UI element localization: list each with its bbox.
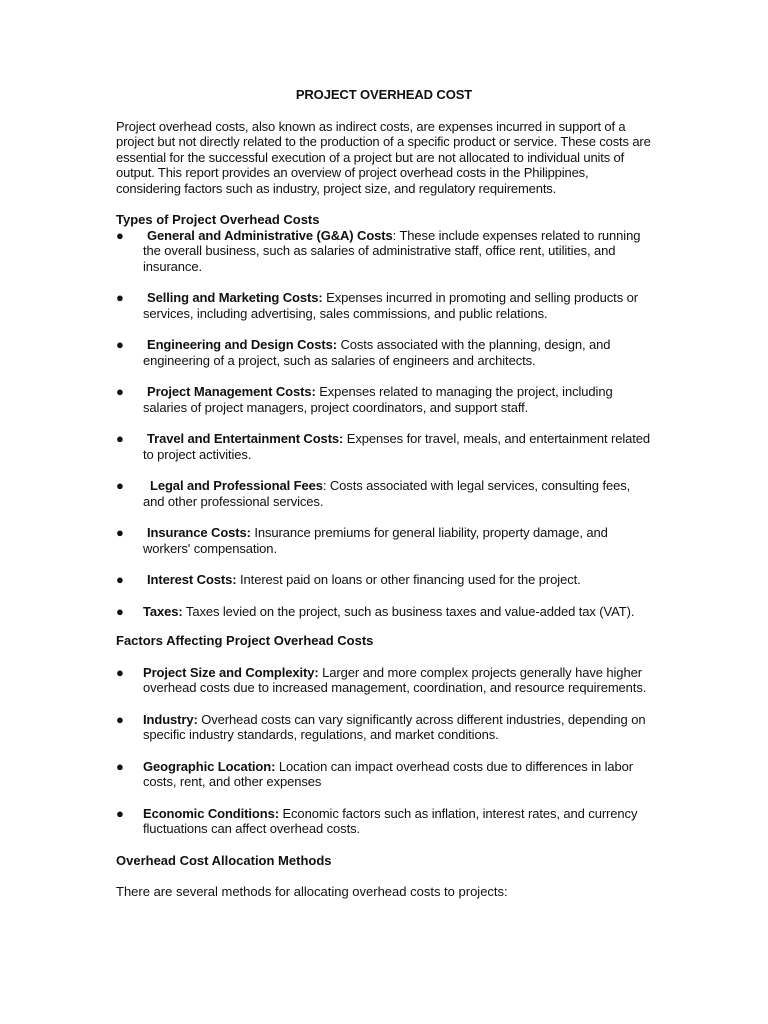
bullet-icon: ●: [116, 431, 124, 446]
list-item: [116, 665, 652, 696]
list-item: [116, 431, 652, 462]
list-item: [116, 572, 652, 588]
factors-heading: Factors Affecting Project Overhead Costs: [116, 633, 374, 648]
bullet-icon: ●: [116, 478, 124, 493]
item-description: : Costs associated with legal services, consulting fees, and other professional services.: [143, 478, 631, 509]
allocation-text: There are several methods for allocating overhead costs to projects:: [116, 884, 508, 899]
item-term: Geographic Location:: [143, 758, 276, 774]
list-item: [116, 604, 652, 620]
document-title: PROJECT OVERHEAD COST: [295, 87, 473, 102]
item-term: Interest Costs:: [147, 572, 237, 587]
item-term: General and Administrative (G&A) Costs: [147, 227, 393, 243]
bullet-icon: ●: [116, 384, 124, 399]
item-description: Expenses for travel, meals, and entertainment related to project activities.: [143, 431, 651, 462]
item-description: Expenses incurred in promoting and selling products or services, including advertising, sales commissions, and public relations.: [143, 290, 638, 321]
intro-paragraph: Project overhead costs, also known as indirect costs, are expenses incurred in support of a project but not directly related to the production of a specific product or service. These costs are essential for the successful execution of a project but are not allocated to individual units of output. This report provides an overview of project overhead costs in the Philippines, considering factors such as industry, project size, and regulatory requirements.: [116, 118, 651, 196]
factors-list: [116, 665, 652, 837]
bullet-icon: ●: [116, 290, 124, 305]
item-description: Insurance premiums for general liability, property damage, and workers' compensation.: [143, 525, 608, 556]
list-item: [116, 384, 652, 415]
item-term: Legal and Professional Fees: [150, 478, 323, 493]
bullet-icon: ●: [116, 572, 124, 587]
types-heading: Types of Project Overhead Costs: [116, 212, 320, 227]
list-item: [116, 290, 652, 321]
item-term: Project Management Costs:: [147, 384, 316, 399]
list-item: [116, 337, 652, 368]
bullet-icon: ●: [116, 758, 124, 774]
bullet-icon: ●: [116, 805, 124, 821]
list-item: [116, 806, 652, 837]
list-item: [116, 759, 652, 790]
list-item: [116, 478, 652, 509]
item-description: : These include expenses related to running the overall business, such as salaries of administrative staff, office rent, utilities, and insurance.: [143, 227, 641, 274]
item-description: Costs associated with the planning, design, and engineering of a project, such as salaries of engineers and architects.: [143, 337, 611, 368]
bullet-icon: ●: [116, 664, 124, 680]
item-term: Industry:: [143, 711, 198, 727]
document-body: [116, 87, 652, 900]
list-item: [116, 228, 652, 275]
item-description: Expenses related to managing the project, including salaries of project managers, project coordinators, and support staff.: [143, 384, 613, 415]
item-term: Project Size and Complexity:: [143, 664, 319, 680]
item-term: Economic Conditions:: [143, 805, 279, 821]
item-description: Overhead costs can vary significantly across different industries, depending on specific industry standards, regulations, and market conditions.: [143, 711, 646, 742]
bullet-icon: ●: [116, 603, 124, 619]
types-list: [116, 228, 652, 620]
item-description: Larger and more complex projects generally have higher overhead costs due to increased management, coordination, and resource requirements.: [143, 664, 647, 695]
item-description: Economic factors such as inflation, interest rates, and currency fluctuations can affect overhead costs.: [143, 805, 638, 836]
item-term: Engineering and Design Costs:: [147, 337, 337, 352]
item-description: Location can impact overhead costs due to differences in labor costs, rent, and other expenses: [143, 758, 634, 789]
allocation-heading: Overhead Cost Allocation Methods: [116, 852, 332, 868]
item-description: Interest paid on loans or other financing used for the project.: [236, 572, 581, 587]
bullet-icon: ●: [116, 337, 124, 352]
item-term: Insurance Costs:: [147, 525, 251, 540]
bullet-icon: ●: [116, 227, 124, 243]
item-term: Travel and Entertainment Costs:: [147, 431, 344, 446]
bullet-icon: ●: [116, 711, 124, 727]
list-item: [116, 712, 652, 743]
list-item: [116, 525, 652, 556]
item-description: Taxes levied on the project, such as business taxes and value-added tax (VAT).: [182, 603, 635, 619]
item-term: Taxes:: [143, 603, 183, 619]
bullet-icon: ●: [116, 525, 124, 540]
item-term: Selling and Marketing Costs:: [147, 290, 323, 305]
